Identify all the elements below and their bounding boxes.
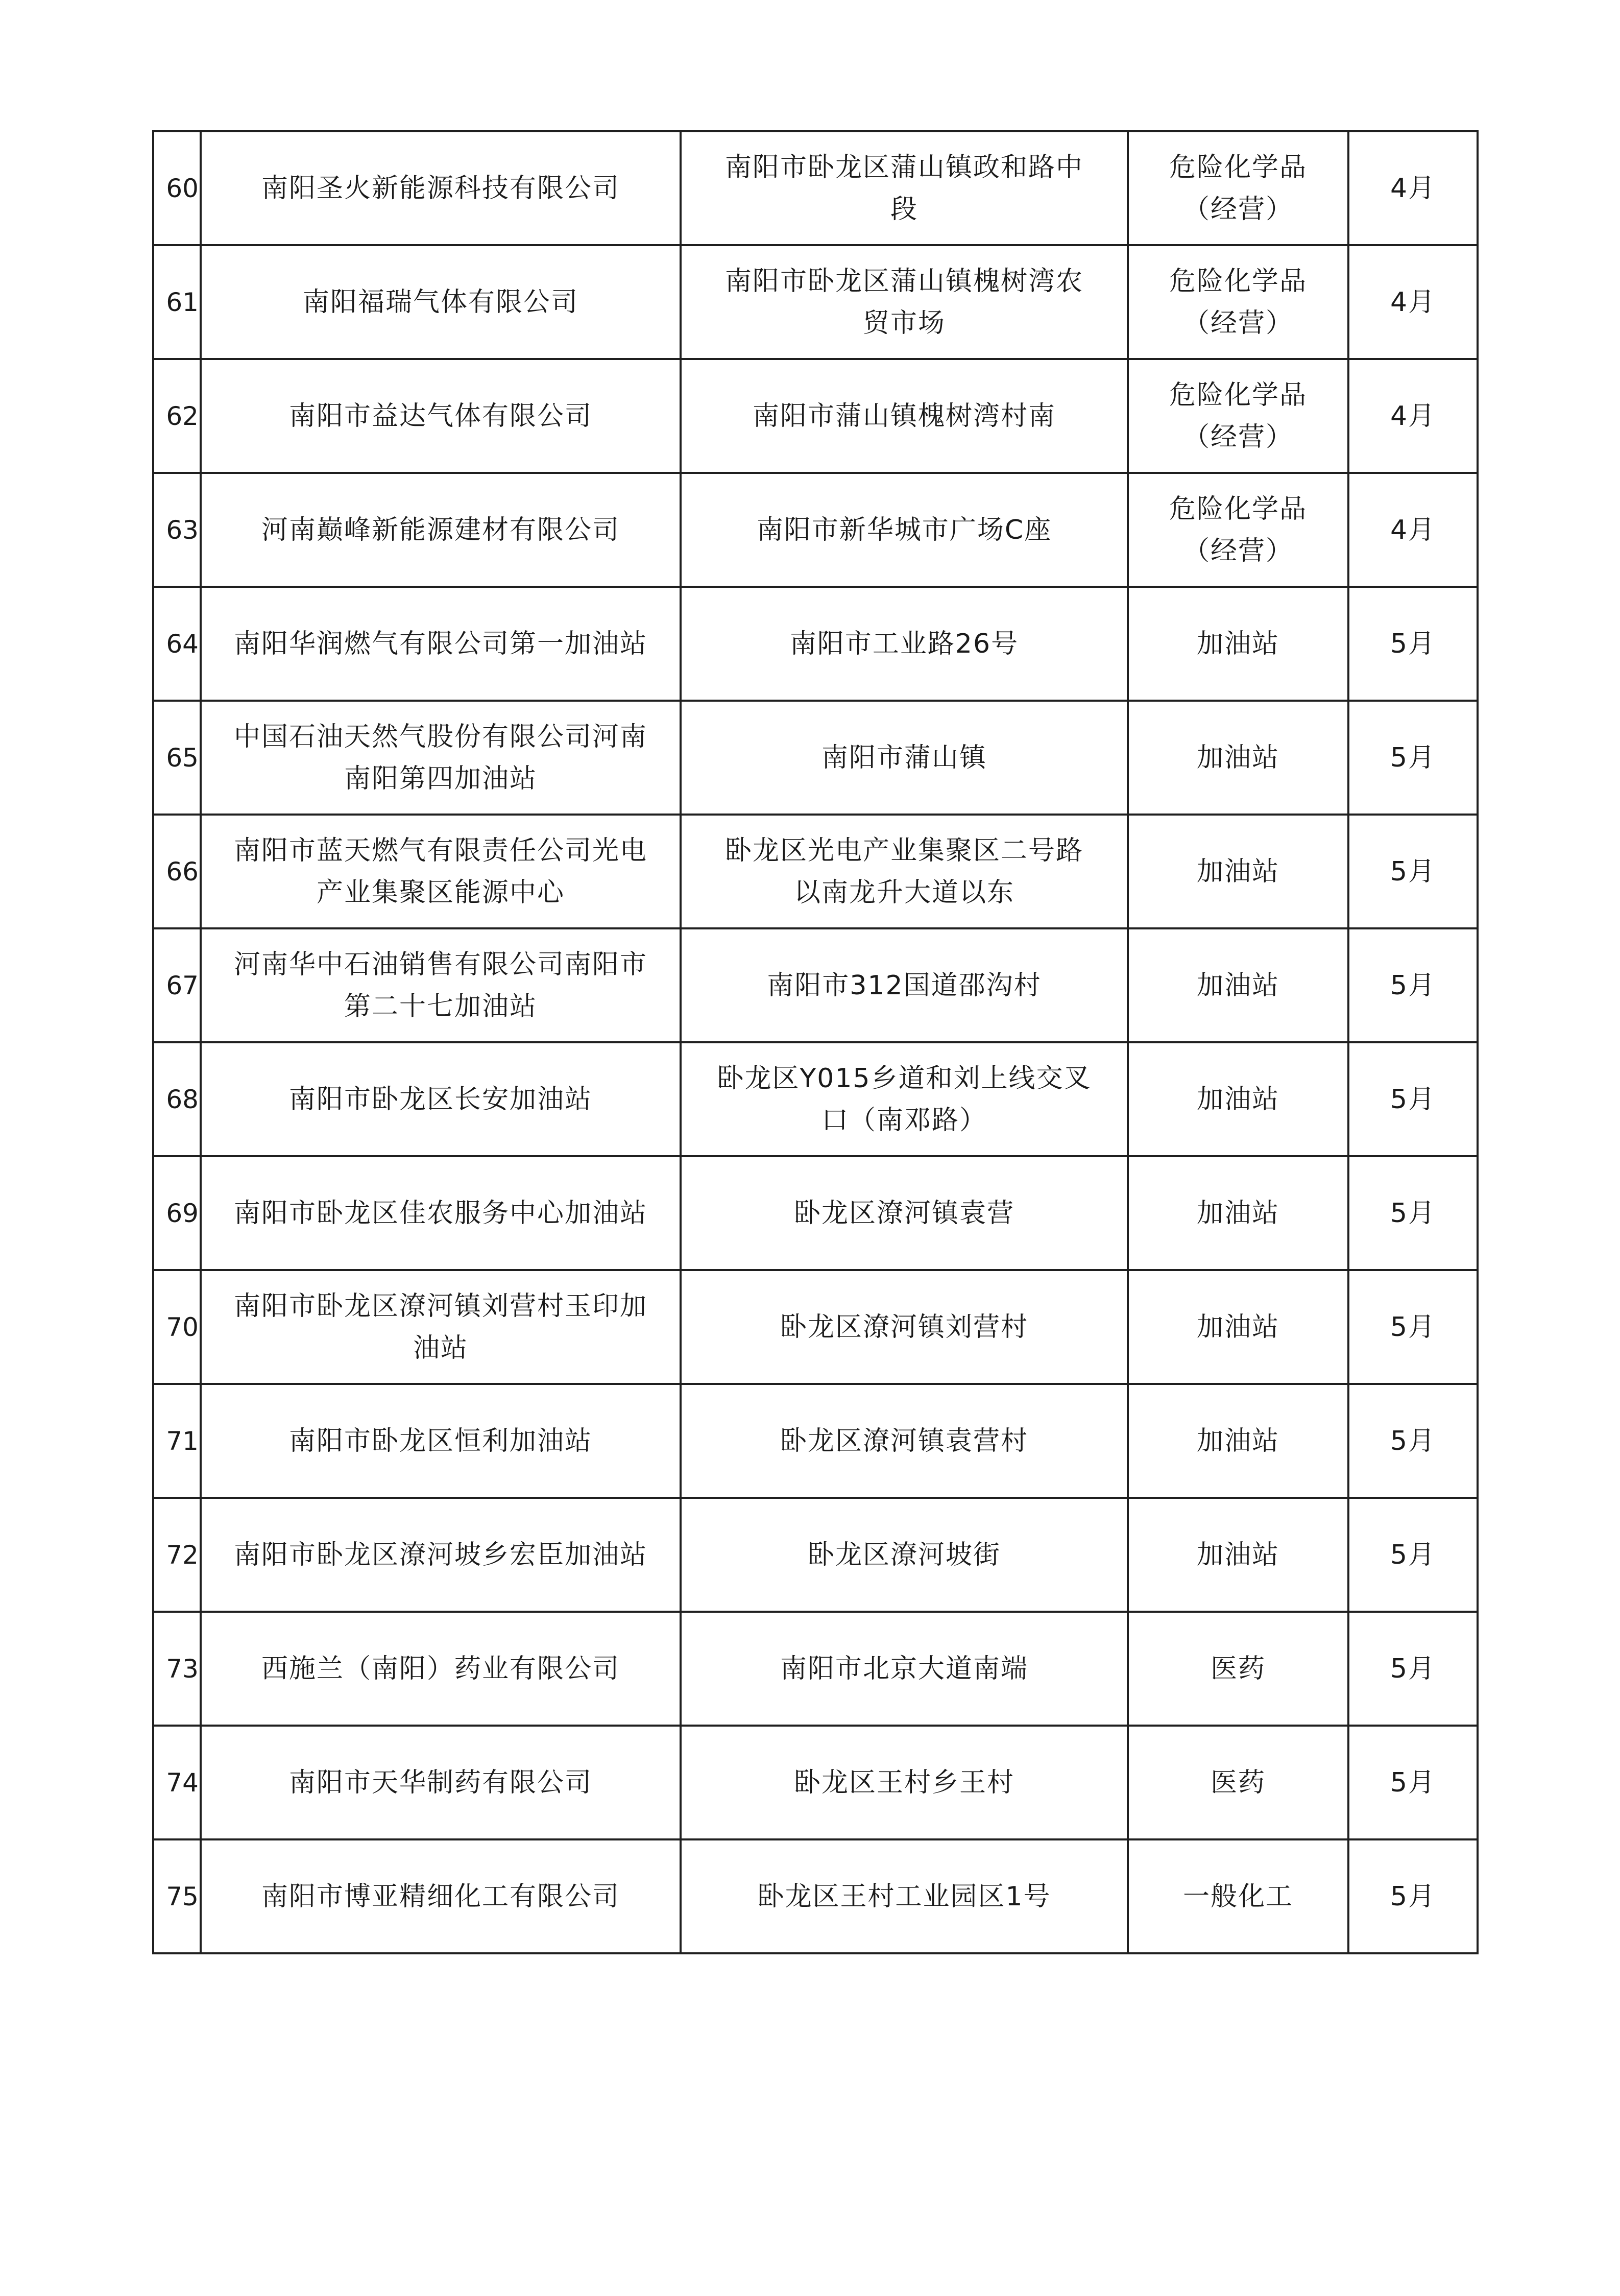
address-cell: 南阳市312国道邵沟村 [681, 928, 1128, 1042]
month-cell: 5月 [1348, 1270, 1478, 1384]
address-cell: 南阳市卧龙区蒲山镇槐树湾农 贸市场 [681, 245, 1128, 359]
category-cell: 加油站 [1128, 1270, 1348, 1384]
month-cell: 4月 [1348, 359, 1478, 473]
table-row [153, 1839, 1478, 1953]
table-row [153, 815, 1478, 928]
company-name-cell: 南阳圣火新能源科技有限公司 [201, 131, 681, 245]
company-name-cell: 南阳市天华制药有限公司 [201, 1726, 681, 1839]
address-cell: 南阳市北京大道南端 [681, 1612, 1128, 1726]
month-cell: 5月 [1348, 1498, 1478, 1612]
month-cell: 5月 [1348, 928, 1478, 1042]
address-cell: 卧龙区王村乡王村 [681, 1726, 1128, 1839]
category-cell: 危险化学品 （经营） [1128, 473, 1348, 587]
company-name-cell: 南阳市益达气体有限公司 [201, 359, 681, 473]
company-name-cell: 南阳市卧龙区长安加油站 [201, 1042, 681, 1156]
month-cell: 5月 [1348, 815, 1478, 928]
month-cell: 5月 [1348, 1384, 1478, 1498]
month-cell: 5月 [1348, 1042, 1478, 1156]
table-row [153, 1156, 1478, 1270]
category-cell: 加油站 [1128, 1042, 1348, 1156]
category-cell: 医药 [1128, 1612, 1348, 1726]
table-row [153, 1612, 1478, 1726]
category-cell: 危险化学品 （经营） [1128, 359, 1348, 473]
company-name-cell: 南阳市博亚精细化工有限公司 [201, 1839, 681, 1953]
address-cell: 卧龙区潦河坡街 [681, 1498, 1128, 1612]
address-cell: 卧龙区潦河镇袁营 [681, 1156, 1128, 1270]
address-cell: 南阳市蒲山镇 [681, 701, 1128, 815]
company-name-cell: 南阳福瑞气体有限公司 [201, 245, 681, 359]
category-cell: 加油站 [1128, 587, 1348, 701]
row-number-cell: 66 [153, 815, 201, 928]
table-row [153, 245, 1478, 359]
category-cell: 危险化学品 （经营） [1128, 131, 1348, 245]
address-cell: 卧龙区王村工业园区1号 [681, 1839, 1128, 1953]
address-cell: 南阳市卧龙区蒲山镇政和路中 段 [681, 131, 1128, 245]
row-number-cell: 75 [153, 1839, 201, 1953]
month-cell: 5月 [1348, 1726, 1478, 1839]
address-cell: 南阳市工业路26号 [681, 587, 1128, 701]
company-name-cell: 河南华中石油销售有限公司南阳市 第二十七加油站 [201, 928, 681, 1042]
month-cell: 4月 [1348, 473, 1478, 587]
address-cell: 卧龙区潦河镇刘营村 [681, 1270, 1128, 1384]
table-row [153, 701, 1478, 815]
month-cell: 5月 [1348, 1839, 1478, 1953]
row-number-cell: 69 [153, 1156, 201, 1270]
month-cell: 5月 [1348, 701, 1478, 815]
enterprise-table [152, 130, 1479, 1954]
category-cell: 加油站 [1128, 928, 1348, 1042]
address-cell: 卧龙区Y015乡道和刘上线交叉 口（南邓路） [681, 1042, 1128, 1156]
row-number-cell: 73 [153, 1612, 201, 1726]
row-number-cell: 63 [153, 473, 201, 587]
row-number-cell: 60 [153, 131, 201, 245]
category-cell: 加油站 [1128, 701, 1348, 815]
address-cell: 卧龙区光电产业集聚区二号路 以南龙升大道以东 [681, 815, 1128, 928]
company-name-cell: 西施兰（南阳）药业有限公司 [201, 1612, 681, 1726]
table-row [153, 1726, 1478, 1839]
company-name-cell: 南阳市卧龙区佳农服务中心加油站 [201, 1156, 681, 1270]
address-cell: 南阳市蒲山镇槐树湾村南 [681, 359, 1128, 473]
category-cell: 加油站 [1128, 1498, 1348, 1612]
table-row [153, 1384, 1478, 1498]
table-row [153, 928, 1478, 1042]
table-body [153, 131, 1478, 1953]
category-cell: 加油站 [1128, 1384, 1348, 1498]
row-number-cell: 65 [153, 701, 201, 815]
row-number-cell: 74 [153, 1726, 201, 1839]
table-row [153, 1042, 1478, 1156]
company-name-cell: 南阳华润燃气有限公司第一加油站 [201, 587, 681, 701]
address-cell: 南阳市新华城市广场C座 [681, 473, 1128, 587]
month-cell: 5月 [1348, 1612, 1478, 1726]
table-row [153, 131, 1478, 245]
category-cell: 加油站 [1128, 815, 1348, 928]
category-cell: 加油站 [1128, 1156, 1348, 1270]
row-number-cell: 72 [153, 1498, 201, 1612]
table-row [153, 587, 1478, 701]
category-cell: 一般化工 [1128, 1839, 1348, 1953]
row-number-cell: 68 [153, 1042, 201, 1156]
company-name-cell: 南阳市卧龙区恒利加油站 [201, 1384, 681, 1498]
company-name-cell: 南阳市卧龙区潦河坡乡宏臣加油站 [201, 1498, 681, 1612]
month-cell: 5月 [1348, 1156, 1478, 1270]
table-row [153, 1498, 1478, 1612]
row-number-cell: 70 [153, 1270, 201, 1384]
row-number-cell: 67 [153, 928, 201, 1042]
row-number-cell: 62 [153, 359, 201, 473]
month-cell: 4月 [1348, 245, 1478, 359]
table-row [153, 359, 1478, 473]
company-name-cell: 南阳市蓝天燃气有限责任公司光电 产业集聚区能源中心 [201, 815, 681, 928]
table-row [153, 1270, 1478, 1384]
company-name-cell: 中国石油天然气股份有限公司河南 南阳第四加油站 [201, 701, 681, 815]
row-number-cell: 71 [153, 1384, 201, 1498]
row-number-cell: 61 [153, 245, 201, 359]
month-cell: 4月 [1348, 131, 1478, 245]
company-name-cell: 南阳市卧龙区潦河镇刘营村玉印加 油站 [201, 1270, 681, 1384]
table-row [153, 473, 1478, 587]
category-cell: 危险化学品 （经营） [1128, 245, 1348, 359]
address-cell: 卧龙区潦河镇袁营村 [681, 1384, 1128, 1498]
month-cell: 5月 [1348, 587, 1478, 701]
category-cell: 医药 [1128, 1726, 1348, 1839]
company-name-cell: 河南巅峰新能源建材有限公司 [201, 473, 681, 587]
row-number-cell: 64 [153, 587, 201, 701]
